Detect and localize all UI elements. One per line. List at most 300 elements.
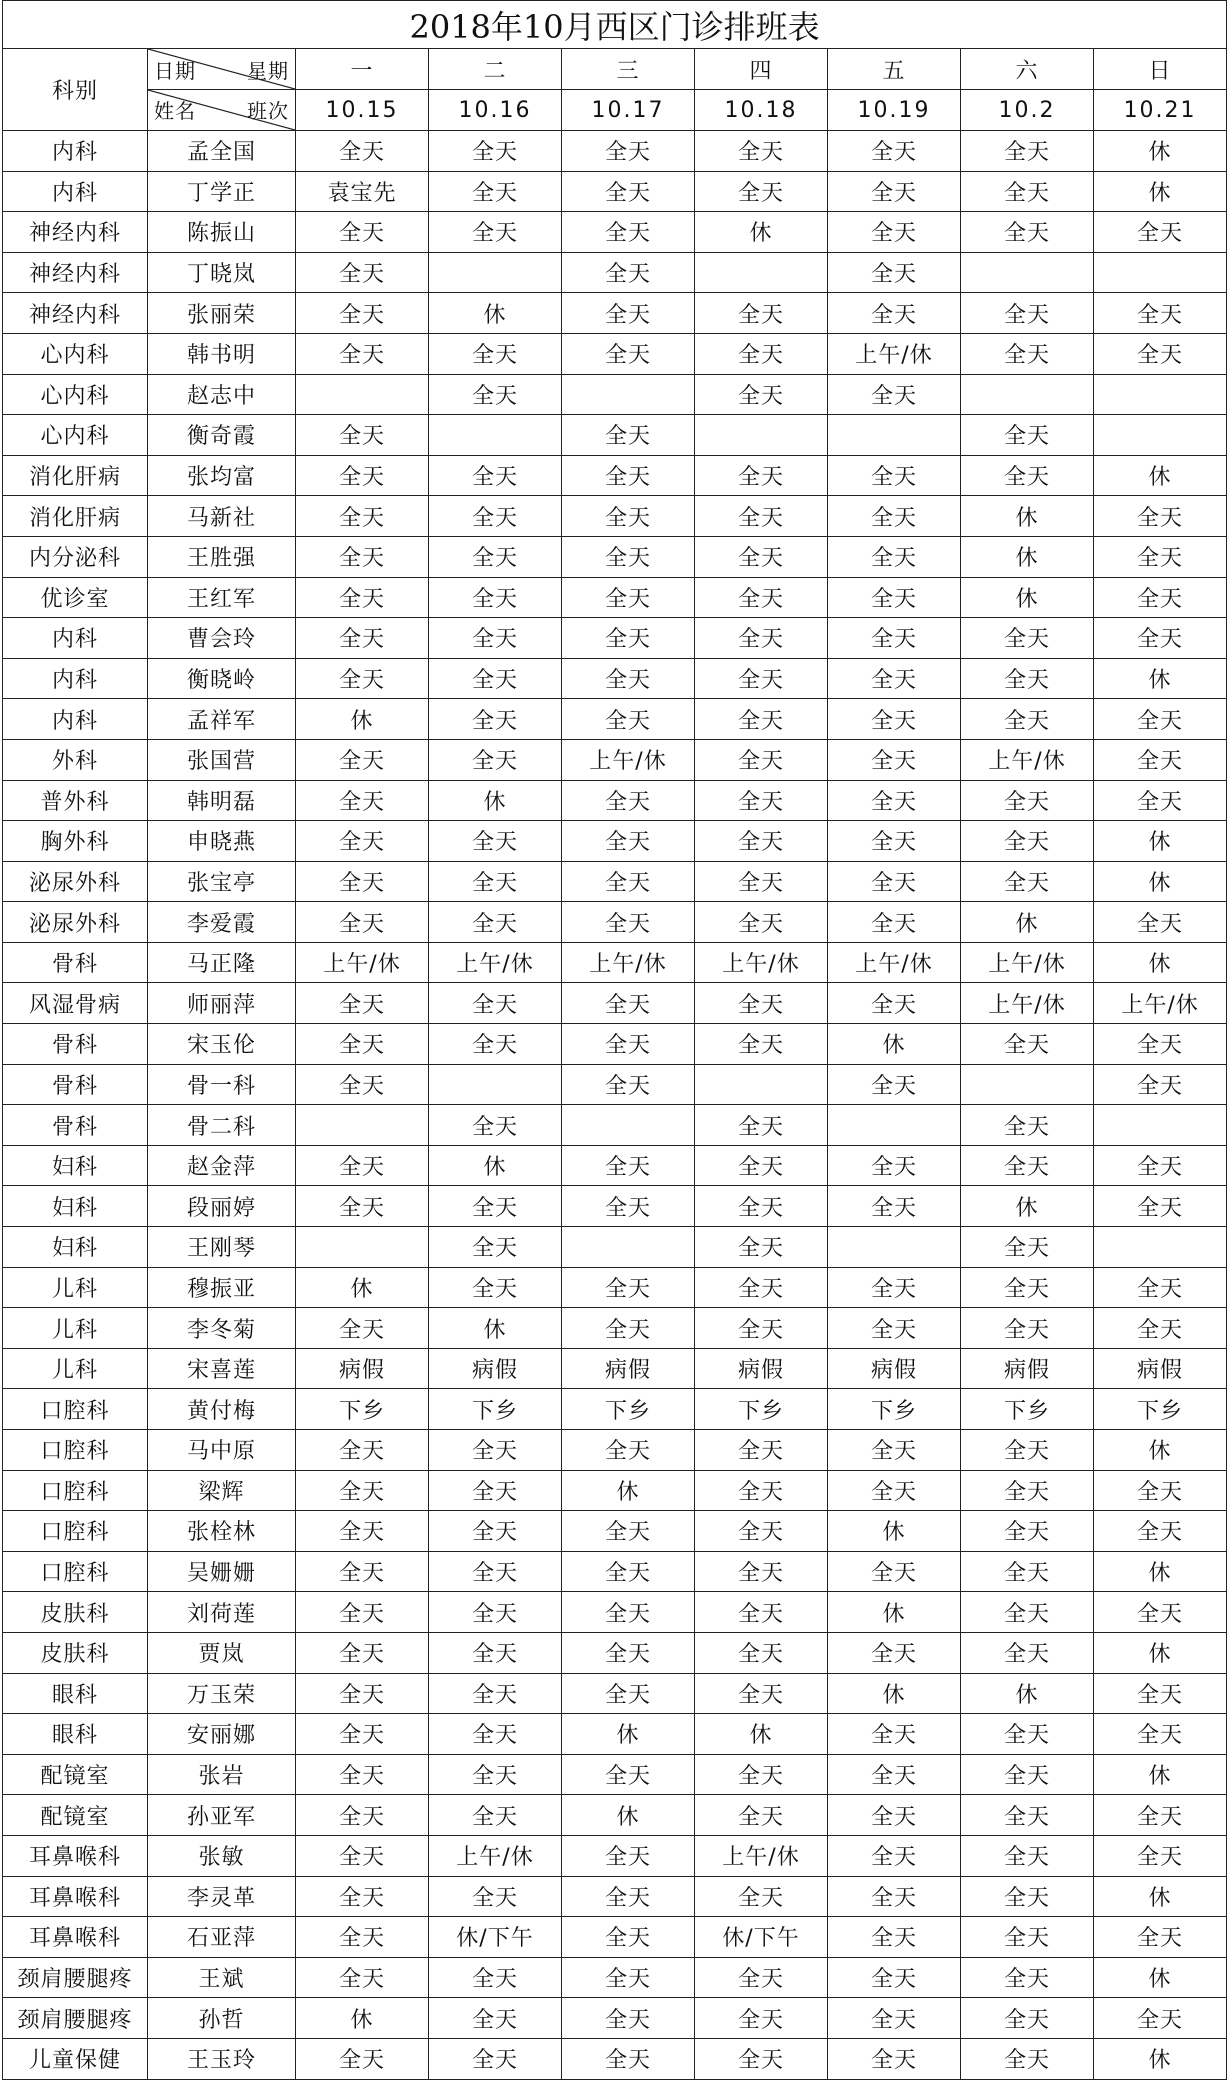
shift-cell: 下乡: [429, 1389, 562, 1430]
shift-cell: 上午/休: [828, 942, 961, 983]
shift-cell: 全天: [562, 1145, 695, 1186]
shift-cell: [296, 1105, 429, 1146]
shift-cell: 全天: [429, 1673, 562, 1714]
dept-cell: 儿科: [3, 1348, 148, 1389]
shift-cell: 全天: [296, 618, 429, 659]
shift-cell: 全天: [429, 1998, 562, 2039]
shift-cell: 全天: [961, 1795, 1094, 1836]
weekday-header: 五: [828, 49, 961, 90]
weekday-header: 二: [429, 49, 562, 90]
shift-cell: 休: [1094, 1551, 1227, 1592]
shift-cell: 全天: [562, 861, 695, 902]
table-row: [3, 374, 1227, 415]
dept-cell: 配镜室: [3, 1754, 148, 1795]
shift-cell: [695, 252, 828, 293]
shift-cell: 全天: [562, 1511, 695, 1552]
shift-cell: 全天: [961, 1511, 1094, 1552]
shift-cell: 全天: [296, 1551, 429, 1592]
shift-cell: 上午/休: [296, 942, 429, 983]
shift-cell: 全天: [296, 293, 429, 334]
dept-cell: 耳鼻喉科: [3, 1917, 148, 1958]
shift-cell: 休: [1094, 1430, 1227, 1471]
table-row: [3, 1795, 1227, 1836]
shift-cell: 全天: [695, 1024, 828, 1065]
table-row: [3, 942, 1227, 983]
table-row: [3, 1835, 1227, 1876]
name-cell: 张丽荣: [148, 293, 296, 334]
name-cell: 马中原: [148, 1430, 296, 1471]
table-row: [3, 2038, 1227, 2079]
shift-cell: 全天: [961, 1917, 1094, 1958]
table-row: [3, 1064, 1227, 1105]
shift-cell: 全天: [828, 1632, 961, 1673]
shift-cell: 全天: [961, 1876, 1094, 1917]
shift-cell: 全天: [562, 293, 695, 334]
shift-cell: 全天: [429, 861, 562, 902]
name-cell: 王斌: [148, 1957, 296, 1998]
dept-cell: 妇科: [3, 1145, 148, 1186]
shift-cell: 全天: [695, 577, 828, 618]
table-row: [3, 212, 1227, 253]
shift-cell: 全天: [296, 739, 429, 780]
name-cell: 李灵革: [148, 1876, 296, 1917]
dept-cell: 心内科: [3, 415, 148, 456]
shift-cell: 全天: [1094, 1511, 1227, 1552]
shift-cell: 全天: [296, 333, 429, 374]
table-row: [3, 293, 1227, 334]
table-row: [3, 699, 1227, 740]
table-row: [3, 1998, 1227, 2039]
weekday-header: 三: [562, 49, 695, 90]
shift-cell: 全天: [695, 1632, 828, 1673]
shift-cell: 全天: [1094, 618, 1227, 659]
shift-cell: 病假: [562, 1348, 695, 1389]
name-cell: 韩明磊: [148, 780, 296, 821]
name-cell: 段丽婷: [148, 1186, 296, 1227]
shift-cell: 全天: [695, 293, 828, 334]
shift-cell: 全天: [961, 1835, 1094, 1876]
shift-cell: 全天: [562, 1064, 695, 1105]
shift-cell: 全天: [828, 1308, 961, 1349]
shift-cell: 全天: [562, 1957, 695, 1998]
table-row: [3, 861, 1227, 902]
shift-cell: 病假: [296, 1348, 429, 1389]
shift-cell: 下乡: [1094, 1389, 1227, 1430]
shift-cell: 休: [695, 1714, 828, 1755]
date-header: 10.2: [961, 90, 1094, 131]
weekday-header: 四: [695, 49, 828, 90]
shift-cell: 休/下午: [695, 1917, 828, 1958]
shift-cell: 全天: [695, 821, 828, 862]
shift-cell: 全天: [828, 1876, 961, 1917]
table-row: [3, 1227, 1227, 1268]
shift-cell: 全天: [828, 1835, 961, 1876]
table-row: [3, 1511, 1227, 1552]
shift-cell: 休: [961, 496, 1094, 537]
shift-cell: 全天: [695, 1673, 828, 1714]
shift-cell: [429, 252, 562, 293]
shift-cell: 上午/休: [429, 942, 562, 983]
shift-cell: 休: [429, 1145, 562, 1186]
shift-cell: 全天: [562, 536, 695, 577]
shift-cell: [961, 252, 1094, 293]
table-row: [3, 496, 1227, 537]
dept-cell: 皮肤科: [3, 1592, 148, 1633]
shift-cell: 休: [1094, 821, 1227, 862]
shift-cell: 全天: [961, 1551, 1094, 1592]
table-row: [3, 1470, 1227, 1511]
dept-cell: 骨科: [3, 1064, 148, 1105]
shift-cell: 全天: [828, 983, 961, 1024]
shift-cell: 休: [1094, 1957, 1227, 1998]
shift-cell: 全天: [828, 780, 961, 821]
shift-cell: 全天: [695, 131, 828, 172]
shift-cell: 全天: [429, 455, 562, 496]
shift-cell: 全天: [429, 1592, 562, 1633]
shift-cell: 全天: [296, 983, 429, 1024]
shift-cell: 上午/休: [562, 739, 695, 780]
shift-cell: 全天: [429, 171, 562, 212]
shift-cell: 全天: [429, 577, 562, 618]
shift-cell: 全天: [429, 333, 562, 374]
shift-cell: 全天: [562, 1267, 695, 1308]
date-header: 10.18: [695, 90, 828, 131]
shift-cell: 全天: [429, 1551, 562, 1592]
shift-cell: 全天: [695, 1308, 828, 1349]
shift-cell: 全天: [695, 1430, 828, 1471]
name-cell: 万玉荣: [148, 1673, 296, 1714]
shift-cell: [961, 1064, 1094, 1105]
shift-cell: 全天: [961, 1267, 1094, 1308]
shift-cell: 全天: [562, 455, 695, 496]
name-cell: 王胜强: [148, 536, 296, 577]
shift-cell: 全天: [828, 658, 961, 699]
page-title: 2018年10月西区门诊排班表: [3, 1, 1227, 49]
shift-cell: 全天: [961, 1145, 1094, 1186]
shift-cell: 全天: [961, 1105, 1094, 1146]
shift-cell: 全天: [1094, 1673, 1227, 1714]
dept-cell: 神经内科: [3, 212, 148, 253]
shift-cell: [1094, 415, 1227, 456]
shift-cell: 病假: [961, 1348, 1094, 1389]
shift-cell: 全天: [695, 536, 828, 577]
shift-cell: 全天: [562, 2038, 695, 2079]
shift-cell: 全天: [1094, 699, 1227, 740]
shift-cell: 全天: [961, 415, 1094, 456]
shift-cell: 全天: [961, 1308, 1094, 1349]
shift-cell: 全天: [961, 1754, 1094, 1795]
shift-cell: 全天: [1094, 1917, 1227, 1958]
shift-cell: 全天: [1094, 1470, 1227, 1511]
name-cell: 李爱霞: [148, 902, 296, 943]
name-cell: 骨一科: [148, 1064, 296, 1105]
shift-cell: 全天: [695, 1511, 828, 1552]
name-cell: 张宝亭: [148, 861, 296, 902]
dept-cell: 心内科: [3, 374, 148, 415]
shift-cell: 休: [1094, 171, 1227, 212]
shift-cell: 下乡: [828, 1389, 961, 1430]
shift-cell: 全天: [828, 455, 961, 496]
shift-cell: 休: [429, 293, 562, 334]
shift-cell: 全天: [828, 821, 961, 862]
shift-cell: 全天: [828, 293, 961, 334]
shift-cell: 全天: [429, 536, 562, 577]
name-cell: 张国营: [148, 739, 296, 780]
table-row: [3, 1348, 1227, 1389]
shift-cell: 全天: [1094, 1308, 1227, 1349]
shift-cell: 全天: [961, 131, 1094, 172]
shift-cell: 全天: [961, 1430, 1094, 1471]
shift-cell: 下乡: [296, 1389, 429, 1430]
shift-cell: 全天: [562, 212, 695, 253]
table-row: [3, 821, 1227, 862]
shift-cell: 全天: [296, 658, 429, 699]
shift-cell: 全天: [828, 1186, 961, 1227]
shift-cell: 全天: [1094, 293, 1227, 334]
table-row: [3, 658, 1227, 699]
shift-cell: 全天: [1094, 1998, 1227, 2039]
shift-cell: 上午/休: [1094, 983, 1227, 1024]
shift-cell: 全天: [828, 131, 961, 172]
shift-cell: 全天: [695, 699, 828, 740]
shift-cell: 全天: [562, 131, 695, 172]
shift-cell: 全天: [562, 821, 695, 862]
shift-cell: 全天: [1094, 1795, 1227, 1836]
date-header: 10.16: [429, 90, 562, 131]
shift-cell: 全天: [695, 618, 828, 659]
shift-cell: 全天: [562, 496, 695, 537]
table-row: [3, 415, 1227, 456]
dept-cell: 骨科: [3, 1105, 148, 1146]
dept-cell: 神经内科: [3, 293, 148, 334]
name-cell: 韩书明: [148, 333, 296, 374]
shift-cell: 全天: [296, 1024, 429, 1065]
shift-cell: 全天: [296, 1917, 429, 1958]
shift-cell: 休: [1094, 942, 1227, 983]
shift-cell: 全天: [1094, 536, 1227, 577]
table-row: [3, 131, 1227, 172]
table-row: [3, 1714, 1227, 1755]
name-cell: 孙亚军: [148, 1795, 296, 1836]
shift-cell: 病假: [828, 1348, 961, 1389]
dept-cell: 泌尿外科: [3, 902, 148, 943]
shift-cell: 全天: [695, 1551, 828, 1592]
shift-cell: 全天: [562, 1998, 695, 2039]
shift-cell: 全天: [828, 1145, 961, 1186]
table-row: [3, 1430, 1227, 1471]
shift-cell: 全天: [695, 1267, 828, 1308]
shift-cell: 全天: [1094, 780, 1227, 821]
shift-cell: 全天: [429, 1795, 562, 1836]
shift-cell: 休: [961, 577, 1094, 618]
shift-cell: 全天: [429, 1876, 562, 1917]
dept-cell: 消化肝病: [3, 455, 148, 496]
shift-cell: 全天: [828, 2038, 961, 2079]
shift-cell: 全天: [562, 1835, 695, 1876]
table-row: [3, 252, 1227, 293]
shift-cell: 全天: [828, 1267, 961, 1308]
shift-cell: 全天: [296, 1145, 429, 1186]
shift-cell: 全天: [562, 1186, 695, 1227]
shift-cell: 全天: [961, 171, 1094, 212]
dept-cell: 口腔科: [3, 1430, 148, 1471]
name-cell: 刘荷莲: [148, 1592, 296, 1633]
name-cell: 安丽娜: [148, 1714, 296, 1755]
dept-cell: 内科: [3, 171, 148, 212]
table-row: [3, 333, 1227, 374]
table-row: [3, 1754, 1227, 1795]
shift-cell: 全天: [562, 1551, 695, 1592]
table-row: [3, 902, 1227, 943]
name-cell: 张栓林: [148, 1511, 296, 1552]
shift-cell: 全天: [961, 1714, 1094, 1755]
shift-cell: 全天: [296, 1714, 429, 1755]
shift-cell: 全天: [562, 1430, 695, 1471]
dept-cell: 优诊室: [3, 577, 148, 618]
name-cell: 宋玉伦: [148, 1024, 296, 1065]
shift-cell: [296, 374, 429, 415]
shift-cell: 休: [562, 1795, 695, 1836]
shift-cell: 全天: [961, 658, 1094, 699]
dept-cell: 儿童保健: [3, 2038, 148, 2079]
shift-cell: 全天: [296, 415, 429, 456]
shift-cell: 全天: [429, 212, 562, 253]
header-row-dates: [3, 90, 1227, 131]
table-row: [3, 1267, 1227, 1308]
shift-cell: 全天: [961, 1470, 1094, 1511]
shift-cell: 上午/休: [562, 942, 695, 983]
name-cell: 梁辉: [148, 1470, 296, 1511]
table-row: [3, 536, 1227, 577]
dept-cell: 眼科: [3, 1714, 148, 1755]
shift-cell: 休: [1094, 455, 1227, 496]
shift-cell: 全天: [296, 212, 429, 253]
name-cell: 贾岚: [148, 1632, 296, 1673]
shift-cell: [562, 1227, 695, 1268]
shift-cell: 全天: [961, 1227, 1094, 1268]
dept-cell: 耳鼻喉科: [3, 1876, 148, 1917]
shift-cell: 休: [562, 1470, 695, 1511]
shift-cell: 全天: [695, 780, 828, 821]
shift-cell: [961, 374, 1094, 415]
shift-cell: [1094, 1227, 1227, 1268]
shift-cell: 全天: [1094, 1145, 1227, 1186]
table-row: [3, 1389, 1227, 1430]
name-cell: 赵志中: [148, 374, 296, 415]
shift-cell: 全天: [828, 902, 961, 943]
date-header: 10.19: [828, 90, 961, 131]
date-header: 10.21: [1094, 90, 1227, 131]
shift-cell: 全天: [429, 1714, 562, 1755]
table-row: [3, 1917, 1227, 1958]
shift-cell: 全天: [1094, 333, 1227, 374]
dept-cell: 骨科: [3, 1024, 148, 1065]
shift-cell: 全天: [296, 1876, 429, 1917]
dept-cell: 儿科: [3, 1267, 148, 1308]
table-row: [3, 1308, 1227, 1349]
shift-cell: 全天: [296, 1308, 429, 1349]
shift-cell: 全天: [1094, 1835, 1227, 1876]
shift-cell: 全天: [296, 536, 429, 577]
name-cell: 申晓燕: [148, 821, 296, 862]
dept-cell: 内科: [3, 658, 148, 699]
shift-cell: 全天: [296, 1186, 429, 1227]
dept-cell: 口腔科: [3, 1389, 148, 1430]
shift-cell: 全天: [695, 1186, 828, 1227]
shift-cell: 全天: [828, 699, 961, 740]
dept-cell: 内科: [3, 618, 148, 659]
shift-cell: 全天: [961, 1592, 1094, 1633]
table-row: [3, 1673, 1227, 1714]
shift-cell: 全天: [695, 902, 828, 943]
shift-cell: 上午/休: [695, 942, 828, 983]
shift-cell: 全天: [828, 739, 961, 780]
shift-cell: 全天: [429, 1024, 562, 1065]
shift-cell: 休: [828, 1592, 961, 1633]
shift-cell: 休: [296, 1267, 429, 1308]
shift-cell: 全天: [296, 455, 429, 496]
name-cell: 马正隆: [148, 942, 296, 983]
shift-cell: 全天: [695, 333, 828, 374]
dept-header: 科别: [3, 49, 148, 131]
shift-cell: 全天: [296, 1673, 429, 1714]
table-row: [3, 1632, 1227, 1673]
shift-cell: 全天: [296, 2038, 429, 2079]
shift-cell: 休: [296, 699, 429, 740]
name-cell: 吴姗姗: [148, 1551, 296, 1592]
shift-cell: 全天: [695, 658, 828, 699]
shift-cell: 全天: [429, 1430, 562, 1471]
shift-cell: 袁宝先: [296, 171, 429, 212]
shift-cell: 全天: [562, 252, 695, 293]
shift-cell: 全天: [695, 1145, 828, 1186]
shift-cell: 休: [429, 780, 562, 821]
shift-cell: 全天: [1094, 1714, 1227, 1755]
shift-cell: 全天: [429, 131, 562, 172]
shift-cell: 全天: [429, 2038, 562, 2079]
shift-cell: 全天: [296, 1511, 429, 1552]
name-cell: 李冬菊: [148, 1308, 296, 1349]
shift-cell: 全天: [961, 699, 1094, 740]
weekday-header: 日: [1094, 49, 1227, 90]
table-row: [3, 618, 1227, 659]
shift-cell: 全天: [429, 1186, 562, 1227]
shift-cell: 全天: [296, 1632, 429, 1673]
dept-cell: 神经内科: [3, 252, 148, 293]
shift-cell: 全天: [1094, 1267, 1227, 1308]
shift-cell: 全天: [429, 1267, 562, 1308]
shift-cell: 全天: [828, 1754, 961, 1795]
shift-cell: 全天: [695, 1227, 828, 1268]
date-weekday-header: [148, 49, 296, 90]
shift-cell: 全天: [296, 821, 429, 862]
dept-cell: 眼科: [3, 1673, 148, 1714]
shift-cell: 下乡: [961, 1389, 1094, 1430]
shift-cell: [828, 1227, 961, 1268]
shift-cell: 全天: [961, 821, 1094, 862]
date-header: 10.15: [296, 90, 429, 131]
schedule-body: [3, 1, 1227, 2080]
shift-cell: 全天: [961, 212, 1094, 253]
shift-cell: 全天: [429, 1957, 562, 1998]
name-cell: 骨二科: [148, 1105, 296, 1146]
shift-cell: 全天: [961, 780, 1094, 821]
shift-cell: [296, 1227, 429, 1268]
shift-cell: 全天: [296, 1064, 429, 1105]
table-row: [3, 577, 1227, 618]
shift-cell: 全天: [695, 739, 828, 780]
shift-cell: 全天: [695, 374, 828, 415]
